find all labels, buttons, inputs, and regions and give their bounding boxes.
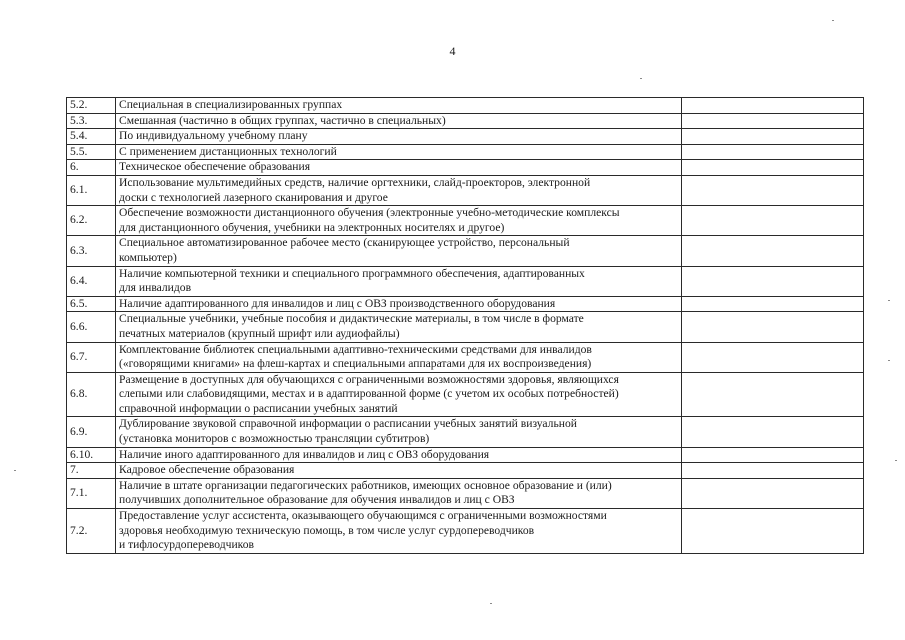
table-row [67, 266, 864, 296]
row-value-cell [682, 509, 864, 554]
row-description: Специальное автоматизированное рабочее место (сканирующее устройство, персональный компьютер) [116, 236, 682, 266]
row-number: 6.8. [67, 372, 116, 417]
row-value-cell [682, 175, 864, 205]
row-number: 6.3. [67, 236, 116, 266]
row-number: 6.9. [67, 417, 116, 447]
row-number: 5.5. [67, 144, 116, 160]
row-description: Наличие компьютерной техники и специального программного обеспечения, адаптированных для инвалидов [116, 266, 682, 296]
row-description: Смешанная (частично в общих группах, частично в специальных) [116, 113, 682, 129]
row-value-cell [682, 447, 864, 463]
row-number: 6.4. [67, 266, 116, 296]
row-description: Обеспечение возможности дистанционного обучения (электронные учебно-методические комплексы для дистанционного обучения, учебники на электронных носителях и другое) [116, 206, 682, 236]
row-number: 6. [67, 160, 116, 176]
table-row [67, 113, 864, 129]
row-number: 7.2. [67, 509, 116, 554]
table-row [67, 175, 864, 205]
row-value-cell [682, 463, 864, 479]
row-value-cell [682, 372, 864, 417]
table-row [67, 98, 864, 114]
row-value-cell [682, 342, 864, 372]
row-description: Наличие иного адаптированного для инвалидов и лиц с ОВЗ оборудования [116, 447, 682, 463]
table-row [67, 236, 864, 266]
row-number: 7.1. [67, 478, 116, 508]
row-description: Кадровое обеспечение образования [116, 463, 682, 479]
row-number: 6.7. [67, 342, 116, 372]
row-description: Комплектование библиотек специальными адаптивно-техническими средствами для инвалидов («говорящими книгами» на флеш-картах и специальными аппаратами для их воспроизведения) [116, 342, 682, 372]
table-row [67, 417, 864, 447]
row-description: По индивидуальному учебному плану [116, 129, 682, 145]
row-description: Специальная в специализированных группах [116, 98, 682, 114]
row-value-cell [682, 113, 864, 129]
table-row [67, 372, 864, 417]
row-description: С применением дистанционных технологий [116, 144, 682, 160]
row-description: Дублирование звуковой справочной информации о расписании учебных занятий визуальной (установка мониторов с возможностью трансляции субтитров) [116, 417, 682, 447]
table-row [67, 342, 864, 372]
row-description: Наличие адаптированного для инвалидов и лиц с ОВЗ производственного оборудования [116, 296, 682, 312]
row-value-cell [682, 206, 864, 236]
row-value-cell [682, 144, 864, 160]
scan-speck [640, 78, 642, 79]
scan-speck [490, 603, 492, 604]
row-number: 6.10. [67, 447, 116, 463]
row-number: 5.3. [67, 113, 116, 129]
row-value-cell [682, 478, 864, 508]
row-number: 6.5. [67, 296, 116, 312]
row-description: Техническое обеспечение образования [116, 160, 682, 176]
row-description: Специальные учебники, учебные пособия и дидактические материалы, в том числе в формате печатных материалов (крупный шрифт или аудиофайлы) [116, 312, 682, 342]
row-number: 7. [67, 463, 116, 479]
table-row [67, 296, 864, 312]
table-row [67, 447, 864, 463]
row-description: Размещение в доступных для обучающихся с ограниченными возможностями здоровья, являющихся слепыми или слабовидящими, местах и в адаптированной форме (с учетом их особых потребностей) справочной информации о расписании учебных занятий [116, 372, 682, 417]
row-value-cell [682, 296, 864, 312]
row-number: 6.2. [67, 206, 116, 236]
row-number: 6.1. [67, 175, 116, 205]
table-row [67, 312, 864, 342]
scan-speck [888, 360, 890, 361]
row-value-cell [682, 417, 864, 447]
row-number: 6.6. [67, 312, 116, 342]
table-row [67, 463, 864, 479]
scan-speck [832, 20, 834, 21]
row-value-cell [682, 236, 864, 266]
table-row [67, 160, 864, 176]
scan-speck [14, 470, 16, 471]
row-value-cell [682, 266, 864, 296]
row-description: Наличие в штате организации педагогических работников, имеющих основное образование и (или) получивших дополнительное образование для обучения инвалидов и лиц с ОВЗ [116, 478, 682, 508]
row-number: 5.2. [67, 98, 116, 114]
table-row [67, 129, 864, 145]
row-value-cell [682, 98, 864, 114]
row-value-cell [682, 160, 864, 176]
row-description: Предоставление услуг ассистента, оказывающего обучающимся с ограниченными возможностями здоровья необходимую техническую помощь, в том числе услуг сурдопереводчиков и тифлосурдопереводчиков [116, 509, 682, 554]
table-body [67, 98, 864, 554]
scan-speck [888, 300, 890, 301]
row-value-cell [682, 312, 864, 342]
requirements-table [66, 97, 864, 554]
scan-speck [895, 460, 897, 461]
row-description: Использование мультимедийных средств, наличие оргтехники, слайд-проекторов, электронной доски с технологией лазерного сканирования и другое [116, 175, 682, 205]
table-row [67, 206, 864, 236]
table-row [67, 144, 864, 160]
page-number: 4 [449, 44, 456, 58]
row-value-cell [682, 129, 864, 145]
row-number: 5.4. [67, 129, 116, 145]
table-row [67, 478, 864, 508]
table-row [67, 509, 864, 554]
